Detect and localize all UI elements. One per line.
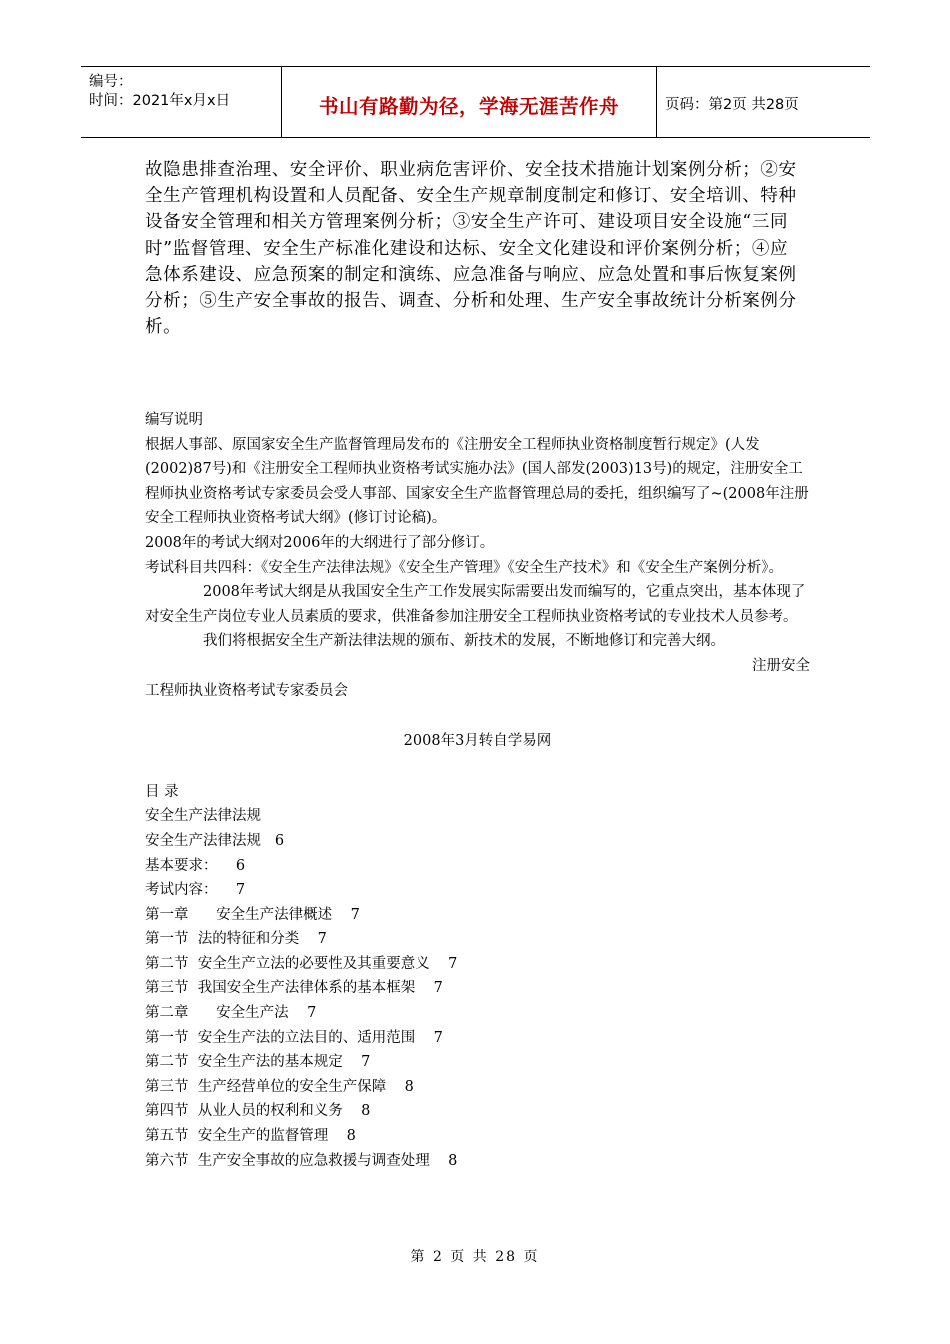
section-title: 编写说明 <box>145 412 203 428</box>
toc-item: 第一节 安全生产法的立法目的、适用范围 7 <box>145 1029 443 1046</box>
revision-note: 2008年的考试大纲对2006年的大纲进行了部分修订。 <box>145 534 495 551</box>
toc-item: 第三节 生产经营单位的安全生产保障 8 <box>145 1078 414 1095</box>
table-of-contents <box>145 804 810 1173</box>
toc-item: 第六节 生产安全事故的应急救援与调查处理 8 <box>145 1152 458 1169</box>
intro-paragraph: 根据人事部、原国家安全生产监督管理局发布的《注册安全工程师执业资格制度暂行规定》(人发(2002)87号)和《注册安全工程师执业资格考试实施办法》(国人部发(2003)13号)的规定，注册安全工程师执业资格考试专家委员会受人事部、国家安全生产监督管理总局的委托，组织编写了~(2008年注册安全工程师执业资格考试大纲》(修订讨论稿)。 <box>145 436 809 527</box>
toc-item: 考试内容： 7 <box>145 882 246 899</box>
toc-item: 安全生产法律法规 6 <box>145 832 285 849</box>
header-motto: 书山有路勤为径，学海无涯苦作舟 <box>318 95 619 118</box>
toc-item: 第二节 安全生产立法的必要性及其重要意义 7 <box>145 955 458 972</box>
header-meta <box>89 73 230 111</box>
document-number-label: 编号： <box>89 74 133 90</box>
date-source: 2008年3月转自学易网 <box>403 733 552 750</box>
outline-update-paragraph: 我们将根据安全生产新法律法规的颁布、新技术的发展，不断地修订和完善大纲。 <box>203 633 725 650</box>
toc-item: 基本要求： 6 <box>145 857 246 874</box>
outline-focus-paragraph: 2008年考试大纲是从我国安全生产工作发展实际需要出发而编写的，它重点突出，基本体现了对安全生产岗位专业人员素质的要求，供准备参加注册安全工程师执业资格考试的专业技术人员参考。 <box>145 584 806 625</box>
header-divider <box>656 67 657 137</box>
toc-item: 第三节 我国安全生产法律体系的基本框架 7 <box>145 980 443 997</box>
case-analysis-paragraph: 故隐患排查治理、安全评价、职业病危害评价、安全技术措施计划案例分析；②安全生产管理机构设置和人员配备、安全生产规章制度制定和修订、安全培训、特种设备安全管理和相关方管理案例分析；③安全生产许可、建设项目安全设施“三同时”监督管理、安全生产标准化建设和达标、安全文化建设和评价案例分析；④应急体系建设、应急预案的制定和演练、应急准备与响应、应急处置和事后恢复案例分析；⑤生产安全事故的报告、调查、分析和处理、生产安全事故统计分析案例分析。 <box>145 160 797 338</box>
toc-item: 第一章 安全生产法律概述 7 <box>145 906 360 923</box>
toc-item: 第五节 安全生产的监督管理 8 <box>145 1128 356 1145</box>
document-body <box>145 408 810 1173</box>
toc-title: 目 录 <box>145 783 179 800</box>
page-footer: 第 2 页 共 28 页 <box>410 1249 540 1265</box>
document-time: 时间：2021年x月x日 <box>89 93 231 109</box>
toc-item: 第二章 安全生产法 7 <box>145 1005 317 1022</box>
toc-item: 安全生产法律法规 <box>145 808 261 825</box>
toc-item: 第二节 安全生产法的基本规定 7 <box>145 1054 371 1071</box>
header-page-info: 页码：第2页 共28页 <box>665 97 799 113</box>
page-header <box>81 66 870 138</box>
signature-line-1: 注册安全 <box>752 657 810 674</box>
toc-item: 第四节 从业人员的权利和义务 8 <box>145 1103 371 1120</box>
toc-item: 第一节 法的特征和分类 7 <box>145 931 327 948</box>
signature-line-2: 工程师执业资格考试专家委员会 <box>145 682 348 699</box>
exam-subjects: 考试科目共四科：《安全生产法律法规》《安全生产管理》《安全生产技术》和《安全生产案例分析》。 <box>145 559 783 576</box>
